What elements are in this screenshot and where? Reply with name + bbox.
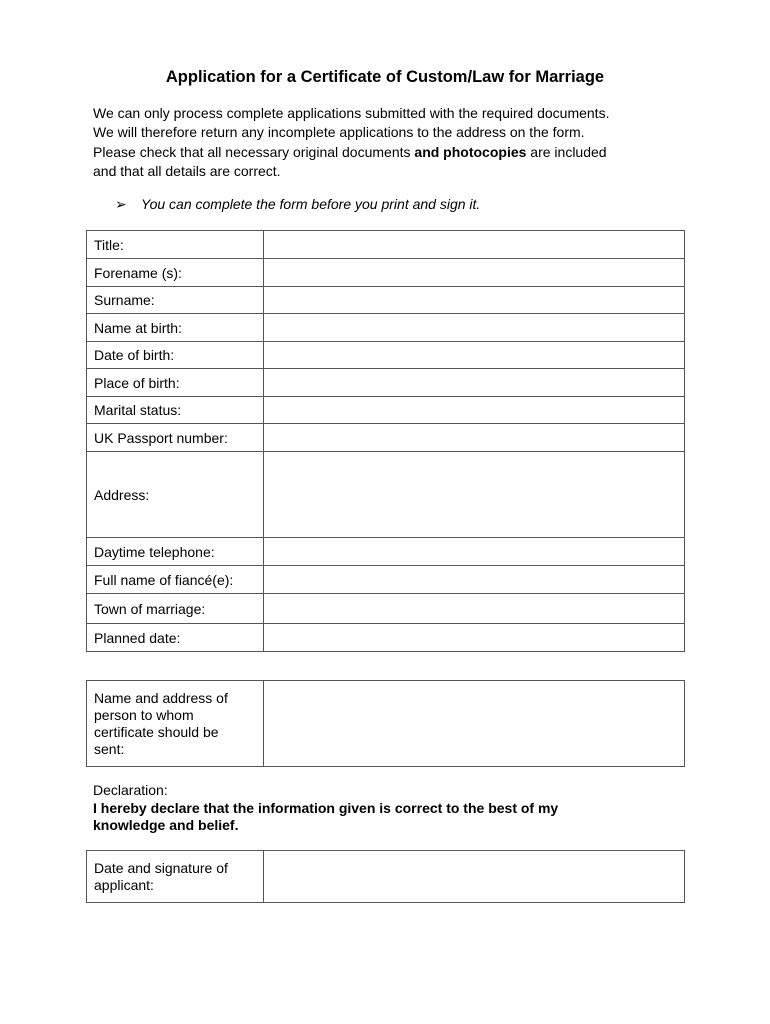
field-input-cell xyxy=(264,342,685,369)
form-row xyxy=(87,566,685,594)
field-label-place-of-birth: Place of birth: xyxy=(87,369,264,397)
field-input-cell xyxy=(264,624,685,652)
town-of-marriage-input[interactable] xyxy=(264,601,684,617)
label-line: applicant: xyxy=(94,877,154,893)
marital-status-input[interactable] xyxy=(264,402,684,418)
field-input-cell xyxy=(264,681,685,767)
form-row xyxy=(87,231,685,259)
address-textarea[interactable] xyxy=(264,475,684,515)
daytime-telephone-input[interactable] xyxy=(264,544,684,560)
field-label-town-of-marriage: Town of marriage: xyxy=(87,594,264,624)
label-line: Date and signature of xyxy=(94,860,228,876)
field-label-certificate-recipient xyxy=(87,681,264,767)
field-label-signature xyxy=(87,851,264,903)
field-label-passport-number: UK Passport number: xyxy=(87,424,264,452)
form-row xyxy=(87,287,685,314)
field-input-cell xyxy=(264,314,685,342)
field-input-cell xyxy=(264,287,685,314)
note-text: You can complete the form before you print and sign it. xyxy=(141,196,481,212)
label-line: sent: xyxy=(94,741,125,757)
field-label-fiance-name: Full name of fiancé(e): xyxy=(87,566,264,594)
intro-line: We can only process complete applications submitted with the required documents. xyxy=(93,105,610,121)
form-row xyxy=(87,594,685,624)
signature-textarea[interactable] xyxy=(264,857,684,897)
intro-line: and that all details are correct. xyxy=(93,162,281,179)
form-row xyxy=(87,681,685,767)
declaration-text: I hereby declare that the information given is correct to the best of my xyxy=(93,799,559,816)
form-row xyxy=(87,397,685,424)
intro-line: We will therefore return any incomplete applications to the address on the form. xyxy=(93,124,585,141)
forename-input[interactable] xyxy=(264,265,684,281)
title-input[interactable] xyxy=(264,237,684,253)
field-input-cell xyxy=(264,231,685,259)
field-label-title: Title: xyxy=(87,231,264,259)
form-row xyxy=(87,851,685,903)
form-row xyxy=(87,538,685,566)
certificate-recipient-table xyxy=(86,680,685,767)
form-row xyxy=(87,369,685,397)
field-input-cell xyxy=(264,259,685,287)
name-at-birth-input[interactable] xyxy=(264,320,684,336)
field-label-name-at-birth: Name at birth: xyxy=(87,314,264,342)
field-input-cell xyxy=(264,369,685,397)
intro-paragraph xyxy=(93,104,693,181)
applicant-details-table xyxy=(86,230,685,652)
signature-table xyxy=(86,850,685,903)
field-input-cell xyxy=(264,397,685,424)
field-label-daytime-telephone: Daytime telephone: xyxy=(87,538,264,566)
instruction-note xyxy=(115,196,480,213)
field-label-planned-date: Planned date: xyxy=(87,624,264,652)
field-input-cell xyxy=(264,538,685,566)
field-input-cell xyxy=(264,424,685,452)
fiance-name-input[interactable] xyxy=(264,572,684,588)
field-label-marital-status: Marital status: xyxy=(87,397,264,424)
passport-number-input[interactable] xyxy=(264,430,684,446)
field-input-cell xyxy=(264,594,685,624)
field-label-date-of-birth: Date of birth: xyxy=(87,342,264,369)
field-input-cell xyxy=(264,566,685,594)
field-input-cell xyxy=(264,452,685,538)
form-row xyxy=(87,314,685,342)
field-label-address: Address: xyxy=(87,452,264,538)
surname-input[interactable] xyxy=(264,292,684,308)
intro-line xyxy=(93,143,693,162)
form-row xyxy=(87,624,685,652)
form-row xyxy=(87,424,685,452)
place-of-birth-input[interactable] xyxy=(264,375,684,391)
field-label-surname: Surname: xyxy=(87,287,264,314)
field-label-forename: Forename (s): xyxy=(87,259,264,287)
certificate-recipient-textarea[interactable] xyxy=(264,704,684,744)
label-line: certificate should be xyxy=(94,724,219,740)
field-input-cell xyxy=(264,851,685,903)
intro-text: are included xyxy=(526,143,607,160)
date-of-birth-input[interactable] xyxy=(264,347,684,363)
label-line: person to whom xyxy=(94,707,194,723)
declaration-text: knowledge and belief. xyxy=(93,817,239,833)
declaration xyxy=(93,782,693,835)
arrow-bullet-icon: ➢ xyxy=(115,196,127,212)
form-row xyxy=(87,452,685,538)
page-title: Application for a Certificate of Custom/Law for Marriage xyxy=(165,68,605,86)
intro-text: Please check that all necessary original documents xyxy=(93,143,415,160)
label-line: Name and address of xyxy=(94,690,228,706)
intro-bold-text: and photocopies xyxy=(414,143,527,160)
form-row xyxy=(87,259,685,287)
planned-date-input[interactable] xyxy=(264,630,684,646)
form-row xyxy=(87,342,685,369)
declaration-heading: Declaration: xyxy=(93,782,168,798)
